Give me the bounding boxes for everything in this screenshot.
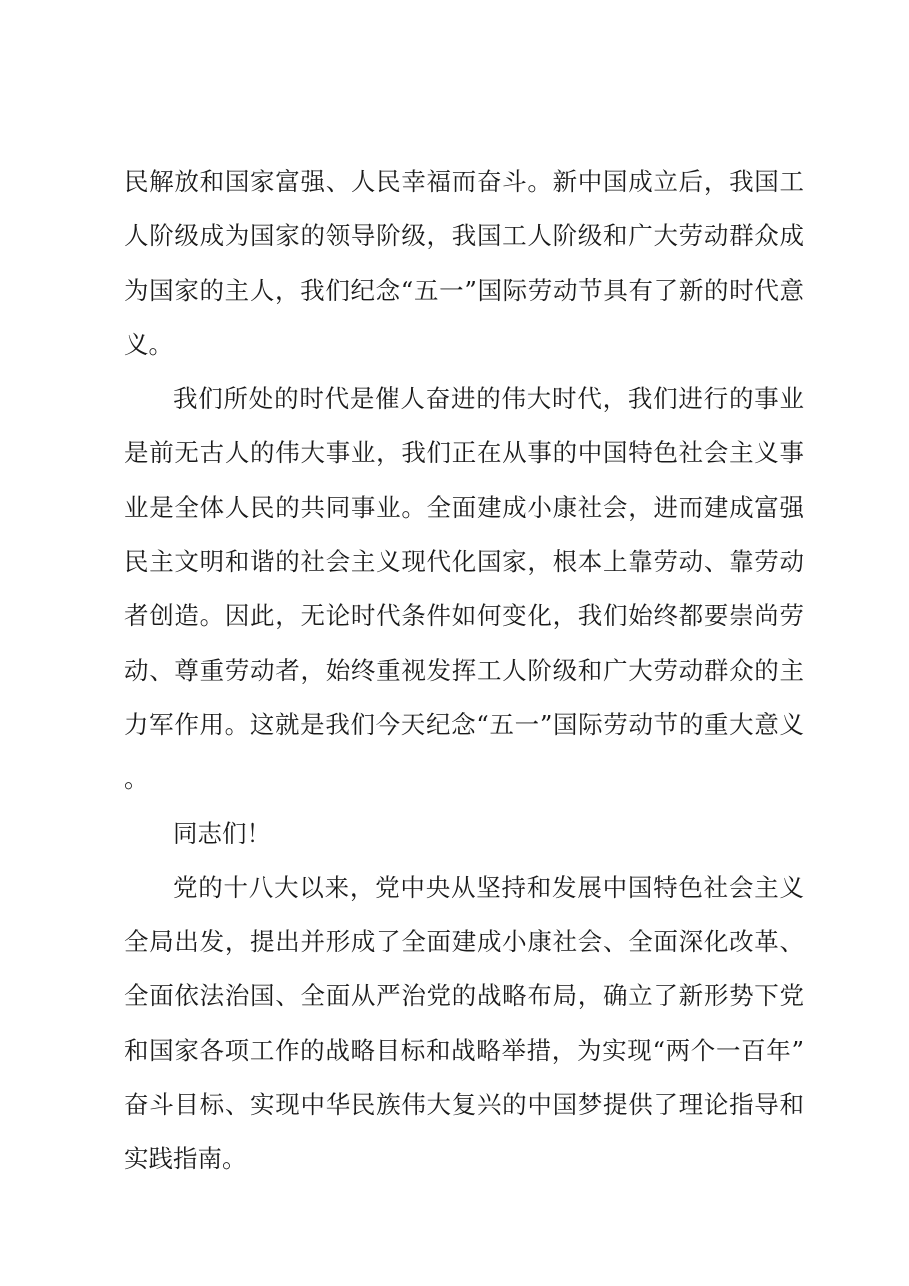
paragraph-strategic-layout: 党的十八大以来，党中央从坚持和发展中国特色社会主义全局出发，提出并形成了全面建成小康社会、全面深化改革、全面依法治国、全面从严治党的战略布局，确立了新形势下党和国家各项工作的战略目标和战略举措，为实现“两个一百年”奋斗目标、实现中华民族伟大复兴的中国梦提供了理论指导和实践指南。 [124, 872, 804, 1174]
body-text [124, 155, 804, 1187]
paragraph-continuation: 民解放和国家富强、人民幸福而奋斗。新中国成立后，我国工人阶级成为国家的领导阶级，我国工人阶级和广大劳动群众成为国家的主人，我们纪念“五一”国际劳动节具有了新的时代意义。 [124, 167, 804, 359]
paragraph-era-significance: 我们所处的时代是催人奋进的伟大时代，我们进行的事业是前无古人的伟大事业，我们正在从事的中国特色社会主义事业是全体人民的共同事业。全面建成小康社会，进而建成富强民主文明和谐的社会主义现代化国家，根本上靠劳动、靠劳动者创造。因此，无论时代条件如何变化，我们始终都要崇尚劳动、尊重劳动者，始终重视发挥工人阶级和广大劳动群众的主力军作用。这就是我们今天纪念“五一”国际劳动节的重大意义。 [124, 384, 804, 794]
paragraph-salutation: 同志们！ [173, 818, 271, 848]
